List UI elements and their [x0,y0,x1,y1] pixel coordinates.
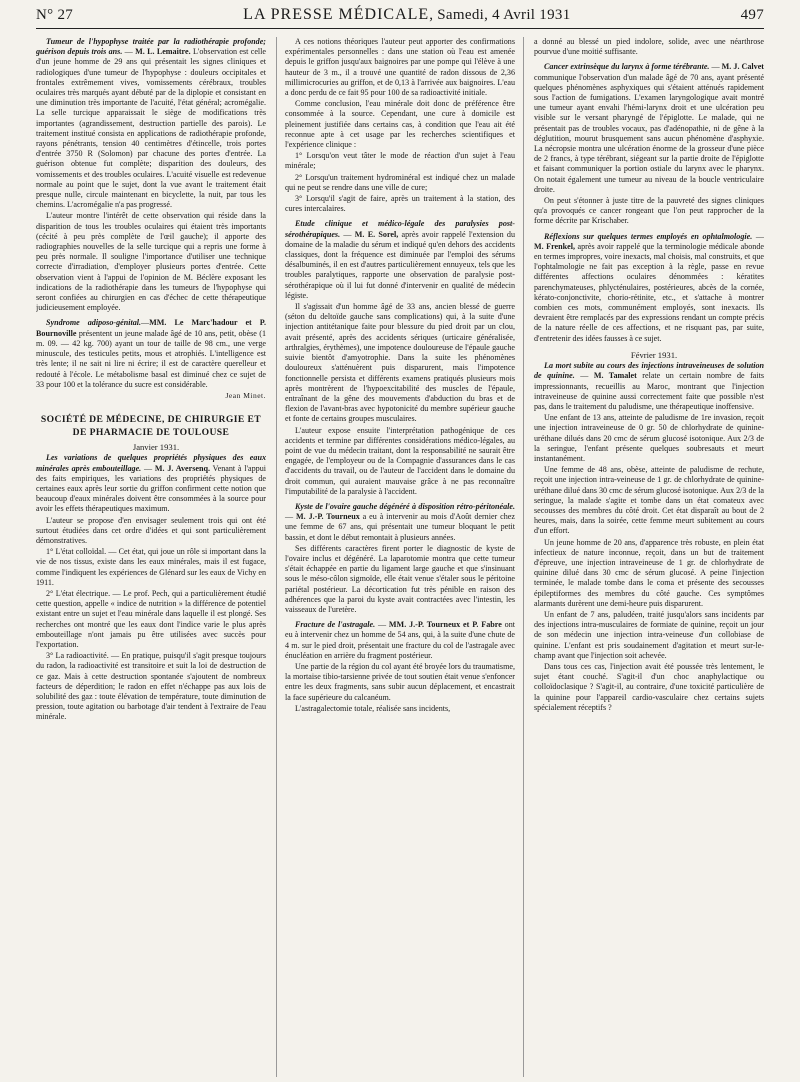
article-author: MM. J.-P. Tourneux et P. Fabre [388,620,502,630]
article-paragraph: Les variations de quelques propriétés physiques des eaux minérales après embouteillage. — M. J. Aversenq. Venant à l'appui des faits empiriques, les variations des propriétés physiques de certaines eaux après leur sortie du griffon confirment cette notion que beaucoup d'eaux minérales doivent être consommées à la source pour avoir les effets thérapeutiques maximum. [36,453,266,514]
article-text: a eu à intervenir au mois d'Août dernier chez une femme de 67 ans, qui présentait une tumeur bloquant le petit bassin, et dont le début remontait à plusieurs années. [285,512,515,542]
article-author: M. Frenkel, [534,241,576,251]
article-author: M. E. Sorel, [354,229,399,239]
article-author: MM. Le Marc'hadour et P. Bournoville [36,318,266,338]
column-middle [276,37,524,1077]
article-author: M. L. Lemaitre. [135,47,191,57]
issue-number: N° 27 [36,7,74,23]
masthead [36,6,764,29]
article-text: après avoir rappelé l'extension du domaine de la maladie du sérum et indiqué qu'en dehors des accidents classiques, dont la fréquence est diminuée par l'emploi des sérums désalbuminés, il en est d'autres particulièrement ennuyeux, tels que les troubles paralytiques, rapporte une observation de paralysie post-sérothérapique où il lui fut donné d'intervenir en qualité de médecin légiste. [285,229,516,300]
article-text: L'observation est celle d'un jeune homme de 29 ans qui présentait les signes cliniques et radiologiques d'une tumeur de l'hypophyse : douleurs occipitales et frontales extrêmement vives, vomissements cérébraux, troubles oculaires très marqués ayant débuté par de la diplopie et consistant en une diminution très importante de l'acuité, l'état général; acromégalie. La selle turcique apparaissait le siège de modifications très importantes (agrandissement, destruction partielle des parois). Le traitement institué consista en applications de radiothérapie profonde, rayons pénétrants, tension 40 centimètres d'étincelle, trois portes d'entrée 3750 R (Solomon) par chacune des portes d'entrée. La guérison obtenue fut complète; disparition des douleurs, des vomissements et des troubles oculaires. L'acuité visuelle est redevenue normale au point que le sujet, dont la vue avant le traitement était presque nulle, circule maintenant en bicyclette, la nuit, par tous les chemins. L'acromégalie n'a pas progressé. [36,47,266,210]
article-title: Tumeur de l'hypophyse traitée par la radiothérapie profonde; guérison depuis trois ans. [36,37,266,57]
article-paragraph: 1° Lorsqu'on veut tâter le mode de réaction d'un sujet à l'eau minérale; [285,151,515,171]
article-text: après avoir rappelé que la terminologie médicale abonde en termes impropres, voire inexacts, mal choisis, mal construits, et que l'ophtalmologie ne fait pas exception à la règle, passe en revue différentes affections oculaires dénommées : kératites parenchymateuses, phlycténulaires, postérieures, abcès de la cornée, kérato-conjonctivite, chorio-rétinite, etc., et s'attache à montrer combien ces mots, communément employés, sont inexacts. Ils devraient être remplacés par des expressions rendant un compte précis de la nature réelle de ces affections, et ne risquant pas, par suite, d'entretenir des idées fausses à ce sujet. [534,241,764,343]
article-paragraph: 3° Lorsqu'il s'agit de faire, après un traitement à la station, des cures intercalaires. [285,194,515,214]
article-paragraph: Cancer extrinsèque du larynx à forme térébrante. — M. J. Calvet communique l'observation d'un malade âgé de 70 ans, ayant présenté quelques phénomènes asphyxiques qui s'étaient atténués rapidement sous l'action de fumigations. L'examen laryngologique avait montré une tumeur ayant envahi l'hémi-larynx droit et une ulcération peu visible sur le versant pharyngé de l'épiglotte. Le malade, qui ne présentait pas de troubles vocaux, pas d'adénopathie, ni de gêne à la déglutition, mourut brusquement sans aucun phénomène d'asphyxie. La nécropsie montra une ulcération énorme de la grosseur d'une pièce de 2 francs, à type térébrant, siégeant sur la partie droite de l'épiglotte et faisant communiquer la portion ostiale du larynx avec le pharynx. On notait également une tumeur au niveau de la boucle ventriculaire droite. [534,62,764,194]
article-paragraph: Fracture de l'astragale. — MM. J.-P. Tourneux et P. Fabre ont eu à intervenir chez un homme de 54 ans, qui, à la suite d'une chute de 4 m. sur le pied droit, présentait une fracture du col de l'astragale avec énucléation en arrière du fragment postérieur. [285,620,515,660]
article-title: Réflexions sur quelques termes employés en ophtalmologie. [544,231,753,241]
article-paragraph: Comme conclusion, l'eau minérale doit donc de préférence être consommée à la source. Cependant, une cure à domicile est pleinement justifiée dans certains cas, à condition que l'eau ait été reconnue apte à cet usage par les recherches scientifiques et l'expérience clinique : [285,99,515,150]
article-paragraph: Syndrome adiposo-génital.—MM. Le Marc'hadour et P. Bournoville présentent un jeune malade âgé de 10 ans, petit, obèse (1 m. 09. — 42 kg. 700) ayant un tour de taille de 98 cm., une verge minuscule, des testicules petits, mous et atrophiés. L'intelligence est très lente; il ne sait ni lire ni écrire; il est de caractère querelleur et redouté à l'école. Le métabolisme basal est diminué chez ce sujet de 33 pour 100 et la tolérance du sucre est considérable. [36,318,266,389]
article-paragraph: A ces notions théoriques l'auteur peut apporter des confirmations expérimentales personnelles : dans une station où l'eau est amenée depuis le griffon jusqu'aux baignoires par une pompe qui l'élève à une hauteur de 3 m., il a trouvé une quantité de radon dissous de 2,36 millimicrocuries au griffon, et de 0,13 à l'arrivée aux baignoires. L'eau a donc perdu de ce fait 95 pour 100 de sa radioactivité initiale. [285,37,515,98]
article-text: ont eu à intervenir chez un homme de 54 ans, qui, à la suite d'une chute de 4 m. sur le pied droit, présentait une fracture du col de l'astragale avec énucléation en arrière du fragment postérieur. [285,620,515,660]
article-title: Kyste de l'ovaire gauche dégénéré à disposition rétro-péritonéale. [295,501,515,511]
article-title: La mort subite au cours des injections intraveineuses de solution de quinine. [534,361,764,381]
article-author: M. J.-P. Tourneux [296,512,360,522]
article-paragraph: 2° Lorsqu'un traitement hydrominéral est indiqué chez un malade qui ne peut se rendre dans une ville de cure; [285,172,515,192]
society-heading: SOCIÉTÉ DE MÉDECINE, DE CHIRURGIE ET DE PHARMACIE DE TOULOUSE [40,414,262,439]
column-left [36,37,266,1077]
article-paragraph: L'auteur se propose d'en envisager seulement trois qui ont été surtout étudiées dans cet ordre d'idées et qui sont particulièrement démonstratives. [36,515,266,545]
article-author: M. J. Calvet [721,62,764,72]
session-date: Février 1931. [630,349,678,360]
article-paragraph: Il s'agissait d'un homme âgé de 33 ans, ancien blessé de guerre (séton du deltoïde gauche sans complications) qui, à la suite d'une injection antitétanique faite pour blessure du pied droit par un clou, avait présenté, après des accidents sériques (urticaire généralisée, arthralgies, érythèmes), une impotence douloureuse de l'épaule gauche suivie bientôt d'amyotrophie. Dans la suite les phénomènes douloureux s'atténuèrent puis disparurent, mais l'impotence fonctionnelle persista et différents examens pratiqués plusieurs mois après montrèrent de l'hypoexcitabilité des muscles de l'épaule, entraînant de la gêne des mouvements d'abduction du bras et de flexion de l'avant-bras avec hypotonicité du membre supérieur gauche et fonte de certains groupes musculaires. [285,302,515,424]
article-paragraph: 3° La radioactivité. — En pratique, puisqu'il s'agit presque toujours du radon, la radioactivité est transitoire et suit la loi de destruction de ce gaz. Mais à cette destruction spontanée s'ajoutent de nombreux facteurs de déperdition; le radon en effet n'échappe pas aux lois de solubilité des gaz : toute élévation de température, toute diminution de pression, toute agitation ou barbotage d'air tendent à l'extraire de l'eau minérale. [36,651,266,722]
article-paragraph: La mort subite au cours des injections intraveineuses de solution de quinine. — M. Tamalet relate un certain nombre de faits impressionnants, recueillis au Maroc, montrant que l'injection intraveineuse de quinine aussi correctement faite que possible n'est pas, dans le traitement du paludisme, une thérapeutique inoffensive. [534,361,764,411]
article-paragraph: Un enfant de 7 ans, paludéen, traité jusqu'alors sans incidents par des injections intra-musculaires de formiate de quinine, reçoit un jour de son médecin une injection intra-veineuse d'un collobiase de quinine. L'enfant est pris soudainement d'agitation et meurt sur-le-champ avant que l'injection soit achevée. [534,609,764,660]
article-paragraph: Tumeur de l'hypophyse traitée par la radiothérapie profonde; guérison depuis trois ans. — M. L. Lemaitre. L'observation est celle d'un jeune homme de 29 ans qui présentait les signes cliniques et radiologiques d'une tumeur de l'hypophyse : douleurs occipitales et frontales extrêmement vives, vomissements cérébraux, troubles oculaires très marqués ayant débuté par de la diplopie et consistant en une diminution très importante de l'acuité, l'état général; acromégalie. La selle turcique apparaissait le siège de modifications très importantes (agrandissement, destruction partielle des parois). Le traitement institué consista en applications de radiothérapie profonde, rayons pénétrants, tension 40 centimètres d'étincelle, trois portes d'entrée 3750 R (Solomon) par chacune des portes d'entrée. La guérison obtenue fut complète; disparition des douleurs, des vomissements et des troubles oculaires. L'acuité visuelle est redevenue normale au point que le sujet, dont la vue avant le traitement était presque nulle, circule maintenant en bicyclette, la nuit, par tous les chemins. L'acromégalie n'a pas progressé. [36,37,266,210]
article-paragraph: a donné au blessé un pied indolore, solide, avec une néarthrose pourvue d'une moitié suffisante. [534,37,764,57]
article-text: communique l'observation d'un malade âgé de 70 ans, ayant présenté quelques phénomènes asphyxiques qui s'étaient atténués rapidement sous l'action de fumigations. L'examen laryngologique avait montré une tumeur ayant envahi l'hémi-larynx droit et une ulcération peu visible sur le versant pharyngé de l'épiglotte. Le malade, qui ne présentait pas de troubles vocaux, pas d'adénopathie, ni de gêne à la déglutition, mourut brusquement sans aucun phénomène d'asphyxie. La nécropsie montra une ulcération énorme de la grosseur d'une pièce de 2 francs, à type térébrant, siégeant sur la partie droite de l'épiglotte et faisant communiquer la portion ostiale du larynx avec le pharynx. On notait également une tumeur au niveau de la boucle ventriculaire droite. [534,72,764,194]
masthead-title [73,6,741,24]
article-paragraph: Dans tous ces cas, l'injection avait été poussée très lentement, le sujet étant couché. S'agit-il d'un choc anaphylactique ou colloïdoclasique ? S'agit-il, au contraire, d'une toxicité particulière de la quinine pour l'appareil cardio-vasculaire chez certains sujets spécialement réceptifs ? [534,661,764,712]
page-number: 497 [740,7,764,23]
article-text: Venant à l'appui des faits empiriques, les variations des propriétés physiques de certaines eaux après leur sortie du griffon confirment cette notion que beaucoup d'eaux minérales doivent être consommées à la source pour avoir les effets thérapeutiques maximum. [36,463,266,514]
article-author: M. J. Aversenq. [154,463,210,473]
article-paragraph: Une enfant de 13 ans, atteinte de paludisme de 1re invasion, reçoit une injection intraveineuse de 0 gr. 50 de chlorhydrate de quinine-uréthane dilués dans 20 cmc de sérum glucosé isotonique. Aux 2/3 de la seringue, l'enfant présente quelques soubresauts et meurt instantanément. [534,413,764,463]
article-title: Fracture de l'astragale. [295,620,376,630]
article-title: Syndrome adiposo-génital. [46,318,142,328]
article-title: Les variations de quelques propriétés physiques des eaux minérales après embouteillage. [36,453,266,473]
article-paragraph: L'auteur expose ensuite l'interprétation pathogénique de ces accidents et termine par différentes considérations médico-légales, au point de vue du médecin traitant, dont la responsabilité ne saurait être engagée, de l'employeur ou de la Compagnie d'assurances dans le cas d'accidents du travail, ou de l'auteur de l'accident dans le domaine du droit commun, qui auraient mauvaise grâce à ne pas reconnaître l'imputabilité de la paralysie à l'accident. [285,425,515,496]
article-paragraph: L'auteur montre l'intérêt de cette observation qui réside dans la disparition de tous les troubles oculaires qui étaient très importants (cécité à peu près complète de l'œil gauche); il apporte des radiographies nouvelles de la selle turcique qui a repris une forme à peu près normale. Il souligne l'importance d'utiliser une technique correcte d'irradiation, d'employer plusieurs portes d'entrée. Cette observation vient à l'appui de l'opinion de M. Béclère exposant les indications de la radiothérapie dans les tumeurs de l'hypophyse qui seront confiées au chirurgien en cas d'échec de cette thérapeutique judicieusement employée. [36,211,266,313]
column-right [534,37,764,1077]
article-paragraph: L'astragalectomie totale, réalisée sans incidents, [295,703,451,713]
article-paragraph: Une partie de la région du col ayant été broyée lors du traumatisme, la mortaise tibio-tarsienne privée de tout soutien était venue s'enfoncer entre les deux fragments, sans subir aucun déplacement, et encastrait la face supérieure du calcanéum. [285,661,515,702]
article-paragraph: Ses différents caractères firent porter le diagnostic de kyste de l'ovaire inclus et dégénéré. La laparotomie montra que cette tumeur s'était échappée en partie du ligament large gauche et que s'insinuant sous le méso-côlon sigmoïde, elle était venue s'étaler sous le péritoine pariétal postérieur. La décortication fut très pénible en raison des adhérences que la paroi du kyste avait contractées avec l'intestin, les vaisseaux de l'uretère. [285,543,515,614]
article-title: Etude clinique et médico-légale des paralysies post-sérothérapiques. [285,219,515,239]
signature: Jean Minet. [225,390,266,400]
article-title: Cancer extrinsèque du larynx à forme térébrante. [544,62,710,72]
article-paragraph: Kyste de l'ovaire gauche dégénéré à disposition rétro-péritonéale. — M. J.-P. Tourneux a eu à intervenir au mois d'Août dernier chez une femme de 67 ans, qui présentait une tumeur bloquant le petit bassin, et dont le début remontait à plusieurs années. [285,501,515,542]
article-paragraph: Etude clinique et médico-légale des paralysies post-sérothérapiques. — M. E. Sorel, après avoir rappelé l'extension du domaine de la maladie du sérum et indiqué qu'en dehors des accidents classiques, dont la fréquence est diminuée par l'emploi des sérums désalbuminés, il en est d'autres particulièrement ennuyeux, tels que les troubles paralytiques, rapporte une observation de paralysie post-sérothérapique où il lui fut donné d'intervenir en qualité de médecin légiste. [285,219,516,300]
article-text: relate un certain nombre de faits impressionnants, recueillis au Maroc, montrant que l'injection intraveineuse de quinine aussi correctement faite que possible n'est pas, dans le traitement du paludisme, une thérapeutique inoffensive. [534,371,764,411]
article-paragraph: Réflexions sur quelques termes employés en ophtalmologie. — M. Frenkel, après avoir rappelé que la terminologie médicale abonde en termes impropres, voire inexacts, mal choisis, mal construits, et que l'ophtalmologie ne fait pas exception à la règle, passe en revue différentes affections oculaires dénommées : kératites parenchymateuses, phlycténulaires, postérieures, abcès de la cornée, kérato-conjonctivite, chorio-rétinite, etc., et s'attache à montrer combien ces mots, communément employés, sont inexacts. Ils devraient être remplacés par des expressions rendant un compte précis de la nature réelle de ces affections, et ne risquant pas, par suite, d'entretenir des idées fausses à ce sujet. [534,231,764,343]
article-author: M. Tamalet [593,371,637,381]
columns [36,37,764,1077]
issue-date: , Samedi, 4 Avril 1931 [429,7,571,23]
article-paragraph: 2° L'état électrique. — Le prof. Pech, qui a particulièrement étudié cette question, appelle « indice de nutrition » la différence de potentiel existant entre un sujet et l'eau minérale dans laquelle il est plongé. Ses recherches ont montré que les eaux dont l'indice varie le plus après embouteillage n'ont jamais pu être utilisées avec succès pour l'exportation. [36,588,266,649]
article-paragraph: Un jeune homme de 20 ans, d'apparence très robuste, en plein état infectieux de nature inconnue, reçoit, dans un but de traitement d'épreuve, une injection intraveineuse de 1 gr. de chlorhydrate de quinine dilué dans 30 cmc de sérum glucosé. A peine l'injection terminée, le malade tombe dans le coma et présente des secousses épileptiformes des membres du côté gauche. Ces symptômes alarmants durèrent une demi-heure puis disparurent. [534,537,764,608]
article-text: présentent un jeune malade âgé de 10 ans, petit, obèse (1 m. 09. — 42 kg. 700) ayant un tour de taille de 98 cm., une verge minuscule, des testicules petits, mous et atrophiés. L'intelligence est très lente; il ne sait ni lire ni écrire; il est de caractère querelleur et redouté à l'école. Le métabolisme basal est diminué chez ce sujet de 33 pour 100 et la tolérance du sucre est considérable. [36,328,266,389]
article-paragraph: On peut s'étonner à juste titre de la pauvreté des signes cliniques qu'a provoqués ce cancer rongeant que l'on peut rapprocher de la forme décrite par Krischaber. [534,196,764,226]
article-paragraph: Une femme de 48 ans, obèse, atteinte de paludisme de rechute, reçoit une injection intra-veineuse de 1 gr. de chlorhydrate de quinine-uréthane dilué dans 30 cmc de sérum glucosé isotonique. Aux 2/3 de la seringue, la malade s'agite et tombe dans un état comateux avec secousses des membres du côté droit. Cet état disparaît au bout de 2 heures, mais, dans la soirée, cette femme meurt subitement au cours d'un effort. [534,465,764,536]
session-date: Janvier 1931. [132,442,180,453]
article-paragraph: 1° L'état colloïdal. — Cet état, qui joue un rôle si important dans la vie de nos tissus, existe dans les eaux minérales, mais il est fugace, comme l'indiquent les expériences de Glénard sur les eaux de Vichy en 1911. [36,547,266,587]
journal-name: LA PRESSE MÉDICALE [243,6,430,23]
